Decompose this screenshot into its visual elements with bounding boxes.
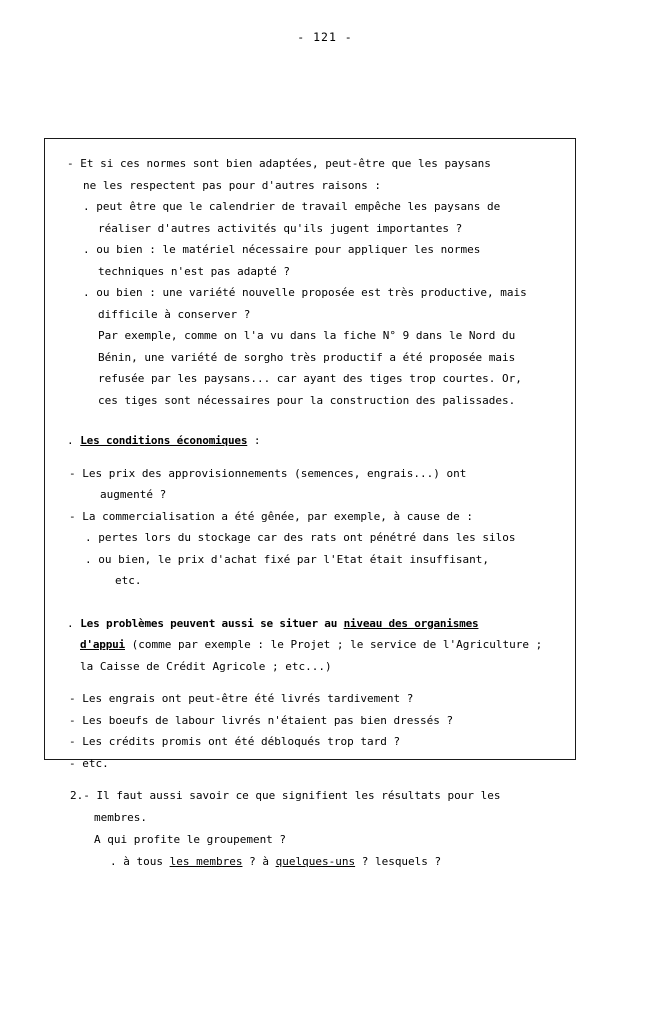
section-heading-underlined: niveau des organismes xyxy=(343,616,479,630)
tail-line-2: membres. xyxy=(94,811,147,824)
page-number: - 121 - xyxy=(297,30,353,44)
spacer xyxy=(67,411,557,430)
body-line: - Les boeufs de labour livrés n'étaient pas bien dressés ? xyxy=(69,713,454,727)
tail-line-3: A qui profite le groupement ? xyxy=(94,833,287,846)
framed-content-box xyxy=(44,138,576,770)
body-line: . ou bien, le prix d'achat fixé par l'Etat était insuffisant, xyxy=(85,552,489,566)
spacer xyxy=(67,452,557,463)
body-line: . peut être que le calendrier de travail empêche les paysans de xyxy=(83,200,501,213)
section-heading-rest: (comme par exemple : le Projet ; le service de l'Agriculture ; xyxy=(124,638,543,651)
body-line: - Les crédits promis ont été débloqués trop tard ? xyxy=(69,735,401,748)
body-line: ces tiges sont nécessaires pour la construction des palissades. xyxy=(98,393,516,407)
body-line: - Les engrais ont peut-être été livrés tardivement ? xyxy=(69,692,414,705)
tail-line-4-underlined-1: les membres xyxy=(169,855,243,868)
tail-line-4-underlined-2: quelques-uns xyxy=(275,855,356,868)
section-heading-text: Les conditions économiques xyxy=(80,434,248,447)
body-line: - Les prix des approvisionnements (semences, engrais...) ont xyxy=(69,466,467,480)
tail-line-1: 2.- Il faut aussi savoir ce que signifient les résultats pour les xyxy=(70,789,501,802)
body-line: - Et si ces normes sont bien adaptées, peut-être que les paysans xyxy=(67,157,491,170)
tail-line-4-mid: ? à xyxy=(242,855,276,868)
body-line: . pertes lors du stockage car des rats ont pénétré dans les silos xyxy=(85,531,516,544)
section-heading-organisms xyxy=(67,613,557,635)
body-line: techniques n'est pas adapté ? xyxy=(98,264,291,278)
section-heading-organisms-line3: la Caisse de Crédit Agricole ; etc...) xyxy=(80,659,332,673)
section-heading-economic-conditions xyxy=(67,430,557,452)
body-line: etc. xyxy=(115,574,142,587)
bullet-marker: . xyxy=(67,434,81,447)
body-line: difficile à conserver ? xyxy=(98,307,251,321)
body-line: réaliser d'autres activités qu'ils jugent importantes ? xyxy=(98,221,463,235)
body-line: refusée par les paysans... car ayant des tiges trop courtes. Or, xyxy=(98,372,522,385)
body-line: Bénin, une variété de sorgho très productif a été proposée mais xyxy=(98,350,516,364)
body-line: augmenté ? xyxy=(100,488,167,501)
tail-line-4-prefix: . à tous xyxy=(110,855,170,868)
section-heading-underlined-2: d'appui xyxy=(80,638,125,651)
body-line: ne les respectent pas pour d'autres raisons : xyxy=(83,178,382,192)
tail-line-4-suffix: ? lesquels ? xyxy=(355,855,442,868)
section-heading-organisms-line2 xyxy=(67,634,557,656)
tail-line-4 xyxy=(70,851,590,873)
body-line: . ou bien : le matériel nécessaire pour appliquer les normes xyxy=(83,243,481,256)
framed-content-inner xyxy=(45,139,575,784)
section-heading-text: Les problèmes peuvent aussi se situer au xyxy=(80,616,344,630)
spacer xyxy=(67,592,557,613)
bullet-marker: . xyxy=(67,616,81,630)
tail-section xyxy=(70,785,590,873)
body-line: - La commercialisation a été gênée, par exemple, à cause de : xyxy=(69,509,473,523)
section-heading-suffix: : xyxy=(247,434,261,447)
body-line: . ou bien : une variété nouvelle proposée est très productive, mais xyxy=(83,286,527,299)
body-line: - etc. xyxy=(69,756,109,770)
body-line: Par exemple, comme on l'a vu dans la fiche N° 9 dans le Nord du xyxy=(98,329,516,342)
spacer xyxy=(67,677,557,688)
